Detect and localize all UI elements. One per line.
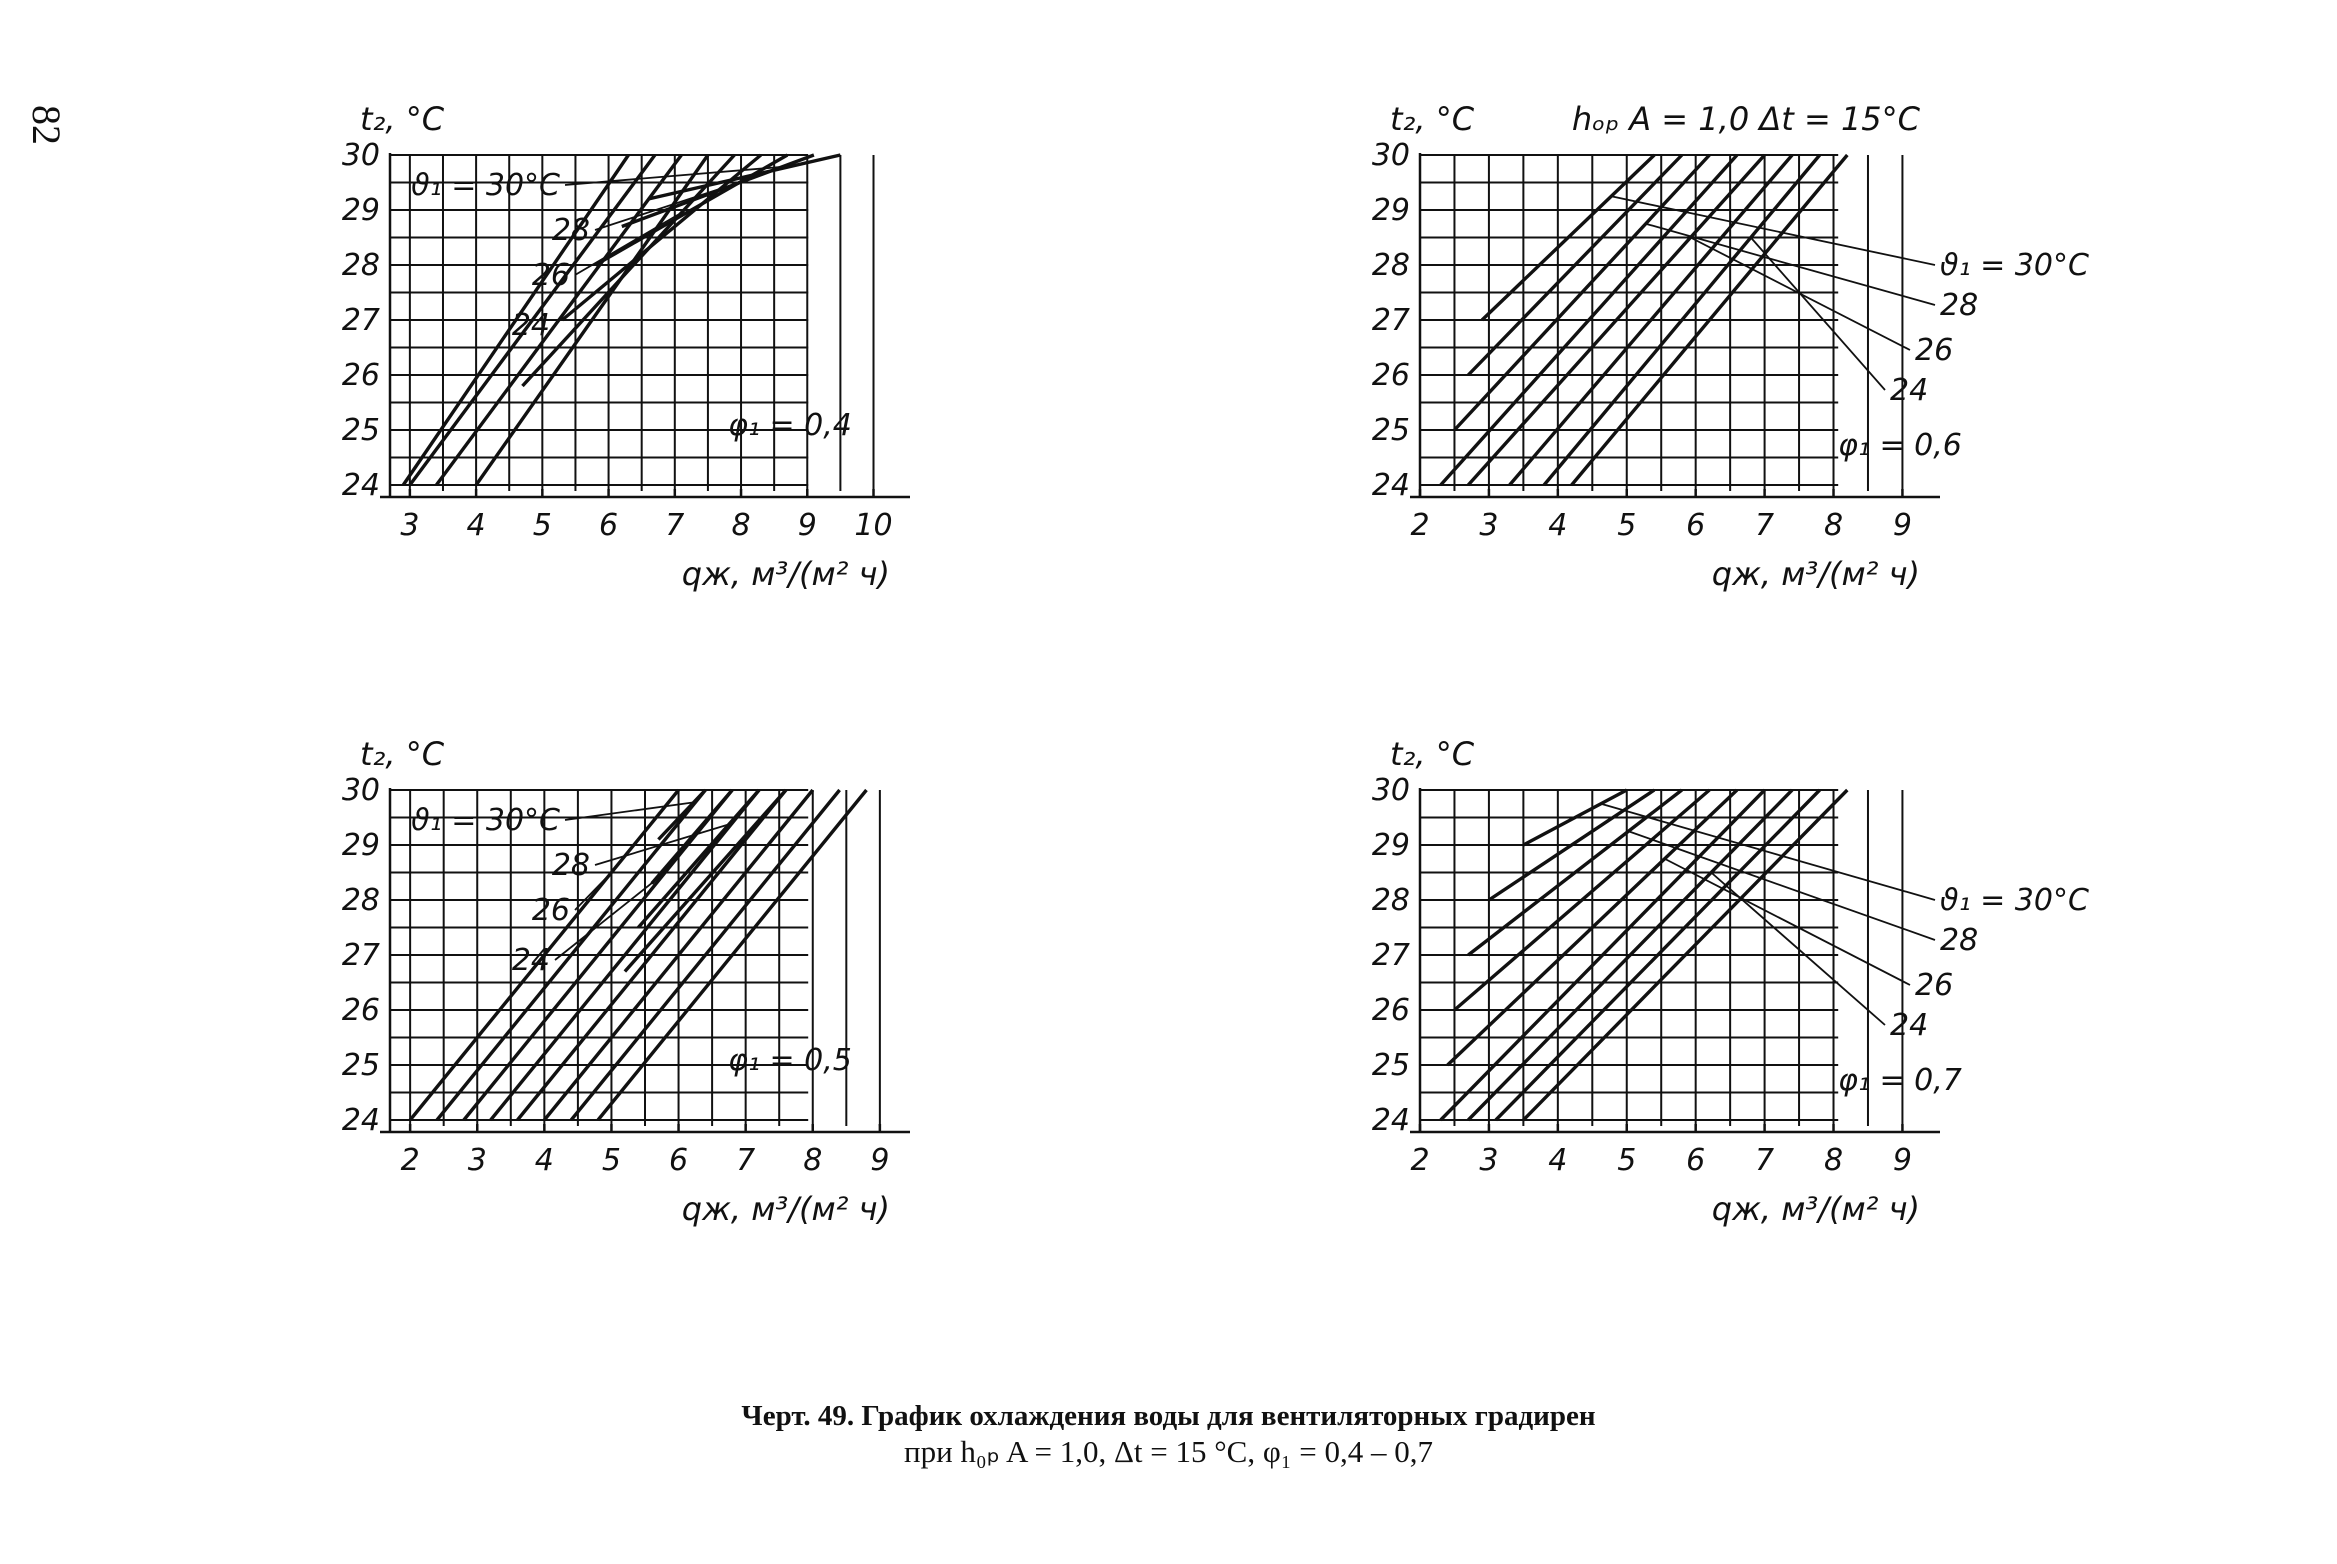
x-tick-label: 6 xyxy=(599,508,619,543)
chart-phi-0-5 xyxy=(330,725,980,1365)
curve-label: 24 xyxy=(511,943,550,978)
curve-label: 24 xyxy=(511,308,550,343)
y-tick-label: 24 xyxy=(341,468,380,503)
curve-label: ϑ₁ = 30°C xyxy=(1940,883,2089,918)
y-tick-label: 24 xyxy=(1371,1103,1410,1138)
x-tick-label: 2 xyxy=(400,1143,420,1178)
phi-label: φ₁ = 0,6 xyxy=(1838,428,1962,463)
x-tick-label: 9 xyxy=(1892,508,1912,543)
curve-label: 26 xyxy=(531,258,570,293)
y-tick-label: 29 xyxy=(341,193,380,228)
y-tick-label: 25 xyxy=(1371,1048,1410,1083)
y-tick-label: 25 xyxy=(1371,413,1410,448)
x-tick-label: 8 xyxy=(1823,508,1844,543)
x-tick-label: 3 xyxy=(1479,1143,1499,1178)
x-tick-label: 4 xyxy=(1548,508,1568,543)
x-axis-title: qж, м³/(м² ч) xyxy=(681,555,890,593)
x-tick-label: 3 xyxy=(400,508,420,543)
x-tick-label: 7 xyxy=(1755,1143,1775,1178)
y-tick-label: 26 xyxy=(341,993,380,1028)
y-tick-label: 25 xyxy=(341,1048,380,1083)
y-tick-label: 26 xyxy=(1371,993,1410,1028)
x-tick-label: 8 xyxy=(731,508,751,543)
curve-label: ϑ₁ = 30°C xyxy=(1940,248,2089,283)
chart-header: hₒₚ A = 1,0 Δt = 15°C xyxy=(1571,100,1920,138)
curve-label: 26 xyxy=(531,893,570,928)
x-tick-label: 6 xyxy=(1686,1143,1706,1178)
y-tick-label: 26 xyxy=(1371,358,1410,393)
curve-label: 28 xyxy=(551,848,590,883)
phi-label: φ₁ = 0,5 xyxy=(728,1043,852,1078)
y-tick-label: 30 xyxy=(1371,138,1410,173)
curve-label-leader xyxy=(1751,238,1885,391)
x-tick-label: 2 xyxy=(1410,1143,1430,1178)
curve-label: 24 xyxy=(1890,373,1929,408)
y-tick-label: 25 xyxy=(341,413,380,448)
y-tick-label: 27 xyxy=(1371,938,1410,973)
y-axis-title: t₂, °C xyxy=(1390,100,1475,138)
x-tick-label: 7 xyxy=(1755,508,1775,543)
curve-label: 24 xyxy=(1890,1008,1929,1043)
figure-caption xyxy=(0,1398,2337,1470)
y-tick-label: 30 xyxy=(341,773,380,808)
curve-label-leader xyxy=(1628,831,1935,940)
y-tick-label: 28 xyxy=(341,248,380,283)
y-tick-label: 24 xyxy=(341,1103,380,1138)
x-tick-label: 2 xyxy=(1410,508,1430,543)
x-tick-label: 6 xyxy=(669,1143,689,1178)
grid xyxy=(1420,790,1902,1126)
x-tick-label: 10 xyxy=(854,508,893,543)
y-tick-label: 29 xyxy=(1371,828,1410,863)
y-tick-label: 28 xyxy=(1371,248,1410,283)
y-tick-label: 30 xyxy=(1371,773,1410,808)
x-tick-label: 5 xyxy=(1617,1143,1637,1178)
x-tick-label: 7 xyxy=(736,1143,756,1178)
phi-label: φ₁ = 0,7 xyxy=(1838,1063,1962,1098)
curve-label: 28 xyxy=(1940,288,1979,323)
page-number: 82 xyxy=(24,105,69,145)
x-tick-label: 5 xyxy=(601,1143,621,1178)
y-tick-label: 24 xyxy=(1371,468,1410,503)
chart-phi-0-4 xyxy=(330,90,980,730)
x-tick-label: 8 xyxy=(1823,1143,1844,1178)
x-axis-title: qж, м³/(м² ч) xyxy=(1711,1190,1920,1228)
x-tick-label: 5 xyxy=(1617,508,1637,543)
curve-label-leader xyxy=(1665,859,1910,985)
y-axis-title: t₂, °C xyxy=(360,100,445,138)
curve-label: ϑ₁ = 30°C xyxy=(411,168,560,203)
x-tick-label: 3 xyxy=(1479,508,1499,543)
curve-label: 26 xyxy=(1915,333,1954,368)
x-tick-label: 3 xyxy=(467,1143,487,1178)
y-tick-label: 28 xyxy=(341,883,380,918)
y-axis-title: t₂, °C xyxy=(360,735,445,773)
y-tick-label: 30 xyxy=(341,138,380,173)
x-tick-label: 4 xyxy=(534,1143,554,1178)
y-tick-label: 27 xyxy=(341,938,380,973)
y-tick-label: 29 xyxy=(341,828,380,863)
x-tick-label: 9 xyxy=(870,1143,890,1178)
curve-label: 28 xyxy=(551,213,590,248)
chart-phi-0-6 xyxy=(1360,90,2089,730)
curve-label: 28 xyxy=(1940,923,1979,958)
x-tick-label: 6 xyxy=(1686,508,1706,543)
x-tick-label: 8 xyxy=(803,1143,823,1178)
y-tick-label: 28 xyxy=(1371,883,1410,918)
x-axis-title: qж, м³/(м² ч) xyxy=(1711,555,1920,593)
chart-phi-0-7 xyxy=(1360,725,2089,1365)
x-tick-label: 5 xyxy=(532,508,552,543)
caption-line-2: при h₀ₚ A = 1,0, Δt = 15 °C, φ₁ = 0,4 – 0,7 xyxy=(904,1434,1433,1469)
curve-label: 26 xyxy=(1915,968,1954,1003)
y-tick-label: 29 xyxy=(1371,193,1410,228)
x-tick-label: 9 xyxy=(1892,1143,1912,1178)
x-tick-label: 4 xyxy=(466,508,486,543)
x-tick-label: 9 xyxy=(797,508,817,543)
x-tick-label: 7 xyxy=(665,508,685,543)
y-axis-title: t₂, °C xyxy=(1390,735,1475,773)
y-tick-label: 27 xyxy=(1371,303,1410,338)
y-tick-label: 26 xyxy=(341,358,380,393)
y-tick-label: 27 xyxy=(341,303,380,338)
x-axis-title: qж, м³/(м² ч) xyxy=(681,1190,890,1228)
caption-line-1: Черт. 49. График охлаждения воды для вентиляторных градирен xyxy=(741,1400,1596,1432)
x-tick-label: 4 xyxy=(1548,1143,1568,1178)
curve-label: ϑ₁ = 30°C xyxy=(411,803,560,838)
curve-label-leader xyxy=(1611,196,1935,265)
phi-label: φ₁ = 0,4 xyxy=(728,408,852,443)
